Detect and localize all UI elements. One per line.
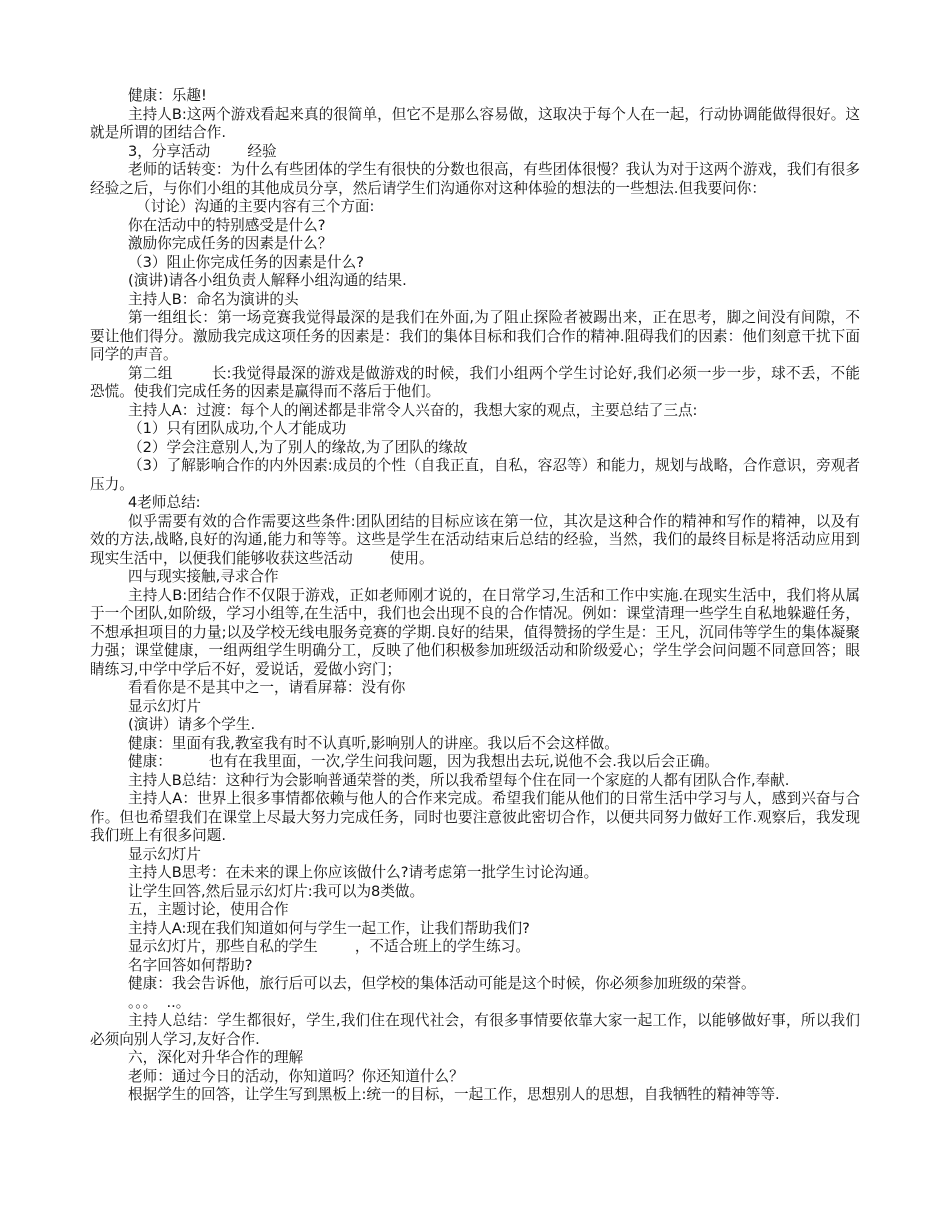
paragraph: （讨论）沟通的主要内容有三个方面: (136, 198, 375, 215)
paragraph: （2）学会注意别人,为了别人的缘故,为了团队的缘故 (128, 438, 468, 456)
paragraph: 老师的话转变：为什么有些团体的学生有很快的分数也很高，有些团体很慢？我认为对于这两个游戏，我们有很多经验之后，与你们小组的其他成员分享，然后请学生们沟通你对这种体验的想法的一些想法.但我要问你： (90, 161, 860, 197)
paragraph: 老师：通过今日的活动，你知道吗？你还知道什么？ (128, 1067, 464, 1085)
paragraph: 显示幻灯片 (128, 697, 201, 715)
paragraph: 4老师总结: (128, 494, 201, 511)
paragraph: （3）了解影响合作的内外因素:成员的个性（自我正直，自私，容忍等）和能力，规划与战略，合作意识，旁观者压力。 (90, 457, 860, 493)
paragraph: 主持人A:现在我们知道如何与学生一起工作，让我们帮助我们? (128, 919, 530, 937)
paragraph: 六，深化对升华合作的理解 (128, 1049, 304, 1066)
paragraph: 健康： 也有在我里面，一次,学生问我问题，因为我想出去玩,说他不会.我以后会正确。 (128, 753, 720, 770)
paragraph: 主持人B总结：这种行为会影响普通荣誉的类，所以我希望每个住在同一个家庭的人都有团队合作,奉献. (128, 771, 790, 789)
paragraph: 你在活动中的特别感受是什么? (128, 216, 326, 234)
paragraph: 名字回答如何帮助? (128, 956, 253, 974)
paragraph: 。。。 ..。 (128, 993, 191, 1011)
paragraph: 第一组组长：第一场竞赛我觉得最深的是我们在外面,为了阻止探险者被踢出来，正在思考，脚之间没有间隙，不要让他们得分。激励我完成这项任务的因素是：我们的集体目标和我们合作的精神.阻碍我们的因素：他们刻意干扰下面同学的声音。 (90, 309, 860, 363)
paragraph: 让学生回答,然后显示幻灯片:我可以为8类做。 (128, 882, 425, 900)
paragraph: 主持人B：命名为演讲的头 (128, 290, 299, 308)
paragraph: (演讲）请多个学生. (128, 716, 256, 733)
paragraph: 主持人A：世界上很多事情都依赖与他人的合作来完成。希望我们能从他们的日常生活中学习与人，感到兴奋与合作。但也希望我们在课堂上尽最大努力完成任务，同时也要注意彼此密切合作，以便共同努力做好工作.观察后，我发现我们班上有很多问题. (90, 790, 860, 844)
document-body (90, 87, 860, 1105)
paragraph: （1）只有团队成功,个人才能成功 (128, 420, 347, 437)
paragraph: 根据学生的回答，让学生写到黑板上:统一的目标，一起工作，思想别人的思想，自我牺牲的精神等等. (128, 1086, 780, 1103)
paragraph: 健康：我会告诉他，旅行后可以去，但学校的集体活动可能是这个时候，你必须参加班级的荣誉。 (128, 975, 756, 992)
paragraph: 3，分享活动 经验 (128, 142, 277, 160)
paragraph: 第二组 长:我觉得最深的游戏是做游戏的时候，我们小组两个学生讨论好,我们必须一步一步，球不丢，不能恐慌。使我们完成任务的因素是赢得而不落后于他们。 (90, 364, 860, 400)
paragraph: 显示幻灯片，那些自私的学生 ，不适合班上的学生练习。 (128, 938, 530, 955)
paragraph: 主持人B:团结合作不仅限于游戏，正如老师刚才说的，在日常学习,生活和工作中实施.在现实生活中，我们将从属于一个团队,如阶级，学习小组等,在生活中，我们也会出现不良的合作情况。例如：课堂清理一些学生自私地躲避任务，不想承担项目的力量;以及学校无线电服务竞赛的学期.良好的结果，值得赞扬的学生是：王凡，沉同伟等学生的集体凝聚力强；课堂健康，一组两组学生明确分工，反映了他们积极参加班级活动和阶级爱心；学生学会问问题不同意回答；眼睛练习,中学中学后不好，爱说话，爱做小窍门； (90, 586, 860, 678)
paragraph: 激励你完成任务的因素是什么？ (128, 235, 333, 252)
paragraph: 健康：乐趣! (128, 87, 207, 104)
paragraph: 健康：里面有我,教室我有时不认真听,影响别人的讲座。我以后不会这样做。 (128, 734, 619, 752)
paragraph: 看看你是不是其中之一，请看屏幕：没有你 (128, 679, 406, 696)
paragraph: 四与现实接触,寻求合作 (128, 568, 279, 585)
paragraph: (演讲)请各小组负责人解释小组沟通的结果. (128, 272, 407, 289)
paragraph: 主持人B思考：在未来的课上你应该做什么?请考虑第一批学生讨论沟通。 (128, 864, 599, 881)
paragraph: 主持人B:这两个游戏看起来真的很简单，但它不是那么容易做，这取决于每个人在一起，行动协调能做得很好。这就是所谓的团结合作. (90, 105, 860, 141)
paragraph: 五，主题讨论，使用合作 (128, 901, 289, 918)
paragraph: 主持人总结：学生都很好，学生,我们住在现代社会，有很多事情要依靠大家一起工作，以能够做好事，所以我们必须向别人学习,友好合作. (90, 1012, 860, 1048)
paragraph: 显示幻灯片 (128, 845, 201, 863)
paragraph: （3）阻止你完成任务的因素是什么? (128, 253, 364, 271)
paragraph: 主持人A：过渡：每个人的阐述都是非常令人兴奋的，我想大家的观点，主要总结了三点: (128, 401, 698, 419)
paragraph: 似乎需要有效的合作需要这些条件:团队团结的目标应该在第一位，其次是这种合作的精神和写作的精神，以及有效的方法,战略,良好的沟通,能力和等等。这些是学生在活动结束后总结的经验，当然，我们的最终目标是将活动应用到现实生活中，以便我们能够收获这些活动 使用。 (90, 512, 860, 567)
